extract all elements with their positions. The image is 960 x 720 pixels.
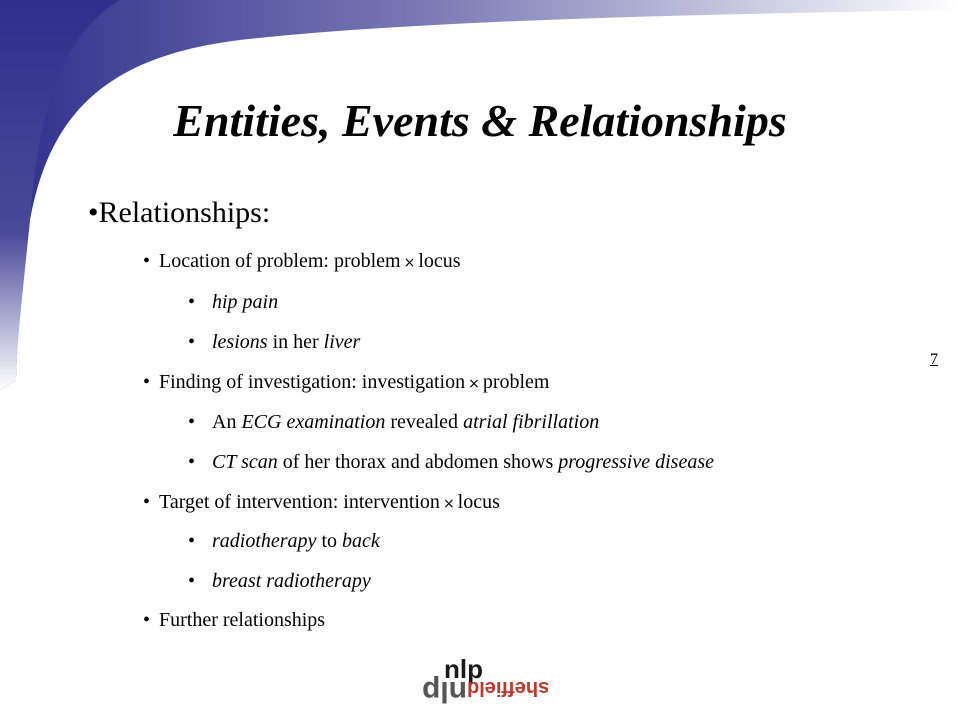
- list-item: [188, 411, 599, 434]
- list-item: [188, 570, 371, 593]
- bullet: •: [143, 371, 151, 393]
- bullet: •: [143, 250, 151, 272]
- page-number[interactable]: 7: [930, 351, 938, 368]
- bullet: •: [88, 196, 99, 229]
- list-item: [143, 491, 500, 514]
- relation-label: Further relationships: [159, 609, 326, 631]
- example-text: to: [316, 530, 342, 552]
- relation-label: Finding of investigation: investigation: [159, 371, 466, 393]
- example-text: of her thorax and abdomen shows: [277, 451, 559, 473]
- relation-label: Target of intervention: intervention: [159, 491, 440, 513]
- relation-rhs: locus: [418, 250, 461, 272]
- list-item: [188, 291, 278, 314]
- example-text: CT scan: [212, 451, 278, 473]
- bullet: •: [188, 291, 196, 313]
- logo-sheffield-text: sheffield: [467, 677, 550, 699]
- example-text: back: [342, 530, 380, 552]
- example-text: revealed: [385, 411, 464, 433]
- example-text: ECG examination: [241, 411, 386, 433]
- example-text: lesions: [212, 331, 268, 353]
- list-item: [188, 451, 714, 474]
- example-text: progressive disease: [558, 451, 714, 473]
- bullet: •: [188, 570, 196, 592]
- bullet: •: [143, 491, 151, 513]
- example-text: hip pain: [212, 291, 279, 313]
- list-item: [188, 530, 380, 553]
- times-symbol: ×: [403, 255, 416, 271]
- bullet: •: [143, 609, 151, 631]
- example-text: radiotherapy: [212, 530, 317, 552]
- relation-rhs: problem: [482, 371, 550, 393]
- logo-sheffield: [422, 674, 549, 708]
- times-symbol: ×: [442, 496, 455, 512]
- bullet: •: [188, 411, 196, 433]
- example-text: liver: [323, 331, 361, 353]
- sheffield-nlp-logo: [420, 654, 560, 714]
- list-item: [188, 331, 360, 354]
- relation-rhs: locus: [457, 491, 500, 513]
- times-symbol: ×: [468, 376, 480, 392]
- list-item: [143, 250, 461, 273]
- example-text: atrial fibrillation: [463, 411, 600, 433]
- bullet: •: [188, 331, 196, 353]
- logo-nlp: nlp: [444, 654, 483, 684]
- relation-label: Location of problem: problem: [159, 250, 401, 272]
- list-item: [143, 609, 325, 632]
- heading-text: Relationships:: [98, 196, 271, 229]
- example-text: breast radiotherapy: [212, 570, 371, 592]
- heading-bullet: [88, 196, 270, 230]
- bullet: •: [188, 530, 196, 552]
- slide-title: Entities, Events & Relationships: [173, 95, 787, 146]
- logo-nlp-flipped: nlp: [422, 675, 467, 708]
- list-item: [143, 371, 549, 394]
- bullet: •: [188, 451, 196, 473]
- example-text: An: [212, 411, 242, 433]
- example-text: in her: [267, 331, 324, 353]
